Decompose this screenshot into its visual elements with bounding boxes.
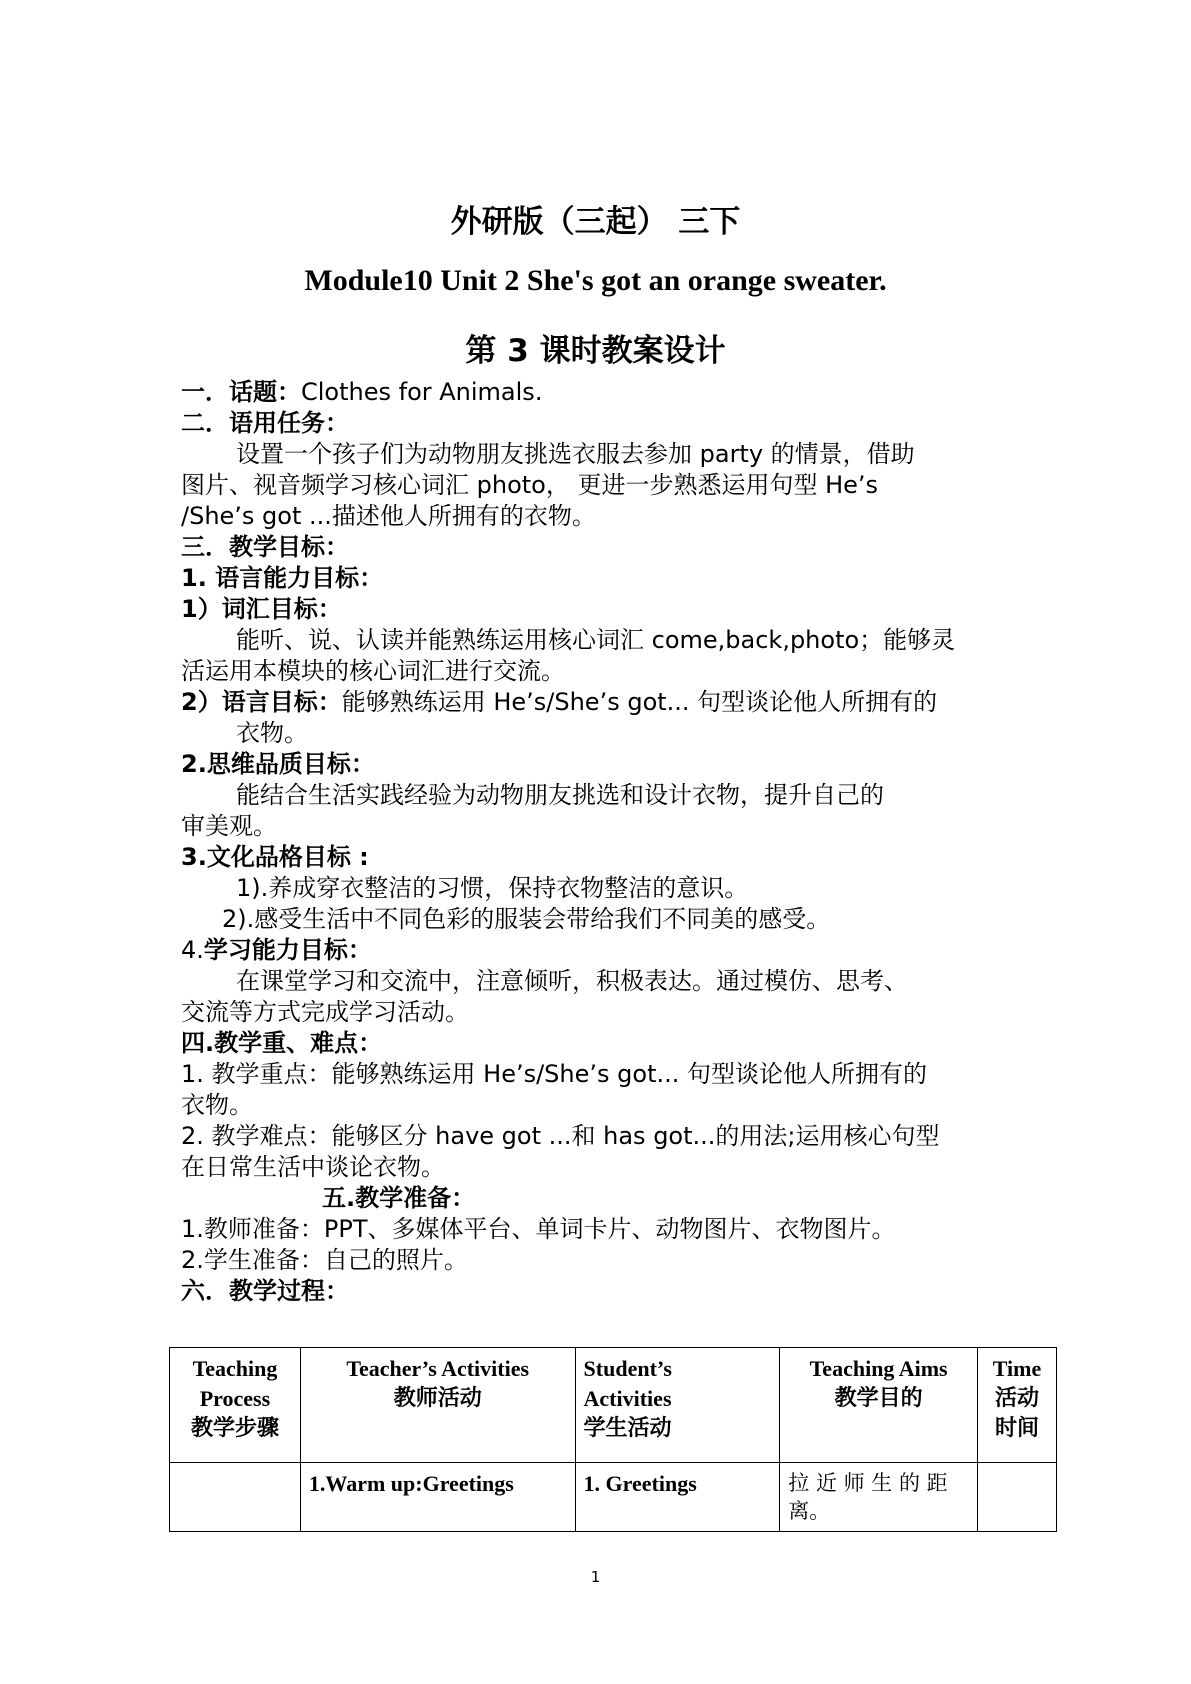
thinking-text-1: 能结合生活实践经验为动物朋友挑选和设计衣物，提升自己的 bbox=[236, 781, 884, 809]
learning-ability-text-2: 交流等方式完成学习活动。 bbox=[181, 998, 469, 1026]
learning-ability-number: 4. bbox=[181, 936, 204, 964]
header-student-activities bbox=[575, 1348, 780, 1463]
lesson-title: 第 3 课时教案设计 bbox=[465, 333, 726, 369]
learning-ability-heading bbox=[181, 935, 1011, 966]
header-time bbox=[978, 1348, 1057, 1463]
table-header-row bbox=[170, 1348, 1057, 1463]
header-text: Teaching Aims bbox=[809, 1356, 948, 1381]
key-point-2: 2. 教学难点：能够区分 have got ...和 has got...的用法;运用核心句型 bbox=[181, 1122, 940, 1150]
learning-ability-label: 学习能力目标： bbox=[203, 936, 372, 964]
header-teacher-activities bbox=[300, 1348, 575, 1463]
culture-heading: 3.文化品格目标 : bbox=[181, 843, 369, 871]
topic-line bbox=[181, 377, 1011, 408]
header-text: 活动 bbox=[994, 1386, 1039, 1411]
header-teaching-process bbox=[170, 1348, 301, 1463]
task-paragraph-1: 设置一个孩子们为动物朋友挑选衣服去参加 party 的情景，借助 bbox=[236, 440, 915, 468]
culture-item-2: 2).感受生活中不同色彩的服装会带给我们不同美的感受。 bbox=[222, 905, 831, 933]
language-goal-text-2: 衣物。 bbox=[236, 719, 308, 747]
page-number: 1 bbox=[590, 1568, 601, 1586]
teaching-process-table bbox=[169, 1347, 1057, 1532]
task-paragraph-2: 图片、视音频学习核心词汇 photo， 更进一步熟悉运用句型 He’s bbox=[181, 471, 879, 499]
language-ability-heading: 1. 语言能力目标： bbox=[181, 564, 384, 592]
header-text: Activities bbox=[583, 1386, 672, 1411]
key-points-heading: 四.教学重、难点： bbox=[181, 1029, 383, 1057]
header-text: 学生活动 bbox=[583, 1416, 672, 1441]
cell-time bbox=[978, 1463, 1057, 1532]
key-point-2-cont: 在日常生活中谈论衣物。 bbox=[181, 1153, 445, 1181]
header-text: Process bbox=[199, 1386, 271, 1411]
process-heading: 六．教学过程： bbox=[181, 1277, 349, 1305]
table-row bbox=[170, 1463, 1057, 1532]
vocab-goal-heading: 1）词汇目标： bbox=[181, 595, 342, 623]
task-paragraph-3: /She’s got ...描述他人所拥有的衣物。 bbox=[181, 502, 596, 530]
thinking-text-2: 审美观。 bbox=[181, 812, 277, 840]
key-point-1: 1. 教学重点：能够熟练运用 He’s/She’s got... 句型谈论他人所拥有的 bbox=[181, 1060, 928, 1088]
header-text: Teacher’s Activities bbox=[346, 1356, 530, 1381]
learning-ability-text-1: 在课堂学习和交流中，注意倾听，积极表达。通过模仿、思考、 bbox=[236, 967, 908, 995]
cell-student-activity: 1. Greetings bbox=[575, 1463, 780, 1532]
culture-item-1: 1).养成穿衣整洁的习惯，保持衣物整洁的意识。 bbox=[236, 874, 749, 902]
language-goal-text: 能够熟练运用 He’s/She’s got... 句型谈论他人所拥有的 bbox=[341, 688, 938, 716]
preparation-student: 2.学生准备：自己的照片。 bbox=[181, 1246, 468, 1274]
cell-teaching-aim: 拉 近 师 生 的 距 离。 bbox=[780, 1463, 978, 1532]
preparation-teacher: 1.教师准备：PPT、多媒体平台、单词卡片、动物图片、衣物图片。 bbox=[181, 1215, 896, 1243]
header-teaching-aims bbox=[780, 1348, 978, 1463]
topic-label: 一．话题： bbox=[181, 378, 301, 406]
language-goal-line bbox=[181, 687, 1011, 718]
thinking-heading: 2.思维品质目标： bbox=[181, 750, 375, 778]
vocab-goal-text-1: 能听、说、认读并能熟练运用核心词汇 come,back,photo；能够灵 bbox=[236, 626, 956, 654]
topic-text: Clothes for Animals. bbox=[301, 378, 543, 406]
header-text: Teaching bbox=[192, 1356, 278, 1381]
preparation-heading: 五.教学准备： bbox=[322, 1184, 476, 1212]
header-text: 教师活动 bbox=[393, 1386, 482, 1411]
task-heading: 二．语用任务： bbox=[181, 409, 349, 437]
language-goal-label: 2）语言目标： bbox=[181, 688, 342, 716]
vocab-goal-text-2: 活运用本模块的核心词汇进行交流。 bbox=[181, 657, 565, 685]
document-title: 外研版（三起） 三下 bbox=[450, 204, 741, 240]
cell-teacher-activity: 1.Warm up:Greetings bbox=[300, 1463, 575, 1532]
header-text: 时间 bbox=[994, 1416, 1039, 1441]
header-text: 教学步骤 bbox=[190, 1416, 279, 1441]
header-text: 教学目的 bbox=[834, 1386, 923, 1411]
objectives-heading: 三．教学目标： bbox=[181, 533, 349, 561]
cell-process bbox=[170, 1463, 301, 1532]
header-text: Student’s bbox=[583, 1356, 672, 1381]
header-text: Time bbox=[992, 1356, 1042, 1381]
key-point-1-cont: 衣物。 bbox=[181, 1091, 253, 1119]
module-title: Module10 Unit 2 She's got an orange sweater. bbox=[304, 264, 887, 297]
